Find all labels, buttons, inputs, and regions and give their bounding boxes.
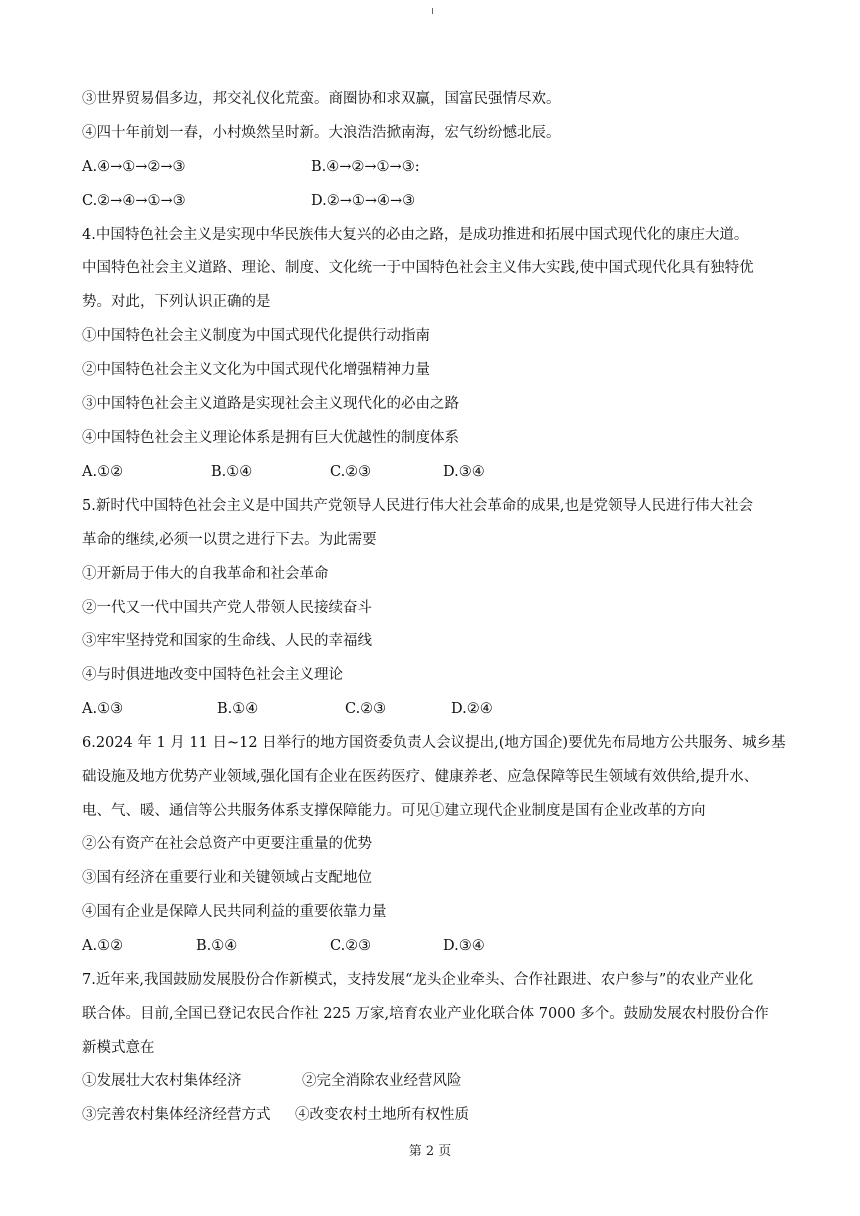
q5-item-3: ③牢牢坚持党和国家的生命线、人民的幸福线 [82,633,372,649]
q7-item-4: ④改变农村土地所有权性质 [295,1107,469,1123]
q5-option-a: A.①③ [82,701,124,717]
q7-item-2: ②完全消除农业经营风险 [302,1073,462,1089]
q5-item-2: ②一代又一代中国共产党人带领人民接续奋斗 [82,600,372,616]
q6-stem-line-2: 础设施及地方优势产业领域,强化国有企业在医药医疗、健康养老、应急保障等民生领域有效供给,提升水、 [82,769,759,785]
q7-item-3: ③完善农村集体经济经营方式 [82,1107,271,1123]
q7-item-1: ①发展壮大农村集体经济 [82,1073,242,1089]
q6-option-a: A.①② [82,938,124,954]
top-tick-mark [432,8,433,14]
q5-item-1: ①开新局于伟大的自我革命和社会革命 [82,566,329,582]
q6-option-b: B.①④ [196,938,238,954]
q7-stem-line-3: 新模式意在 [82,1040,155,1056]
q4-item-3: ③中国特色社会主义道路是实现社会主义现代化的必由之路 [82,396,459,412]
q5-option-b: B.①④ [217,701,259,717]
q6-option-c: C.②③ [330,938,372,954]
q6-stem-line-3: 电、气、暖、通信等公共服务体系支撑保障能力。可见①建立现代企业制度是国有企业改革的方向 [82,803,706,819]
q4-option-d: D.③④ [443,464,485,480]
q3-option-c: C.②→④→①→③ [82,193,186,209]
q6-option-d: D.③④ [443,938,485,954]
q3-option-b: B.④→②→①→③: [311,159,420,175]
q4-item-1: ①中国特色社会主义制度为中国式现代化提供行动指南 [82,328,430,344]
q3-option-d: D.②→①→④→③ [311,193,416,209]
q6-item-2: ②公有资产在社会总资产中更要注重量的优势 [82,836,372,852]
q4-stem-line-3: 势。对此，下列认识正确的是 [82,294,271,310]
page-number: 第 2 页 [408,1144,452,1159]
q5-stem-line-2: 革命的继续,必须一以贯之进行下去。为此需要 [82,532,377,548]
q4-item-2: ②中国特色社会主义文化为中国式现代化增强精神力量 [82,362,430,378]
q3-option-a: A.④→①→②→③ [82,159,186,175]
q4-stem-line-2: 中国特色社会主义道路、理论、制度、文化统一于中国特色社会主义伟大实践,使中国式现代化具有独特优 [82,260,754,276]
q4-stem-line-1: 4.中国特色社会主义是实现中华民族伟大复兴的必由之路，是成功推进和拓展中国式现代化的康庄大道。 [82,227,749,243]
q6-item-4: ④国有企业是保障人民共同利益的重要依靠力量 [82,904,387,920]
q4-option-b: B.①④ [211,464,253,480]
q3-item-4: ④四十年前划一春，小村焕然呈时新。大浪浩浩掀南海，宏气纷纷憾北辰。 [82,125,561,141]
q5-item-4: ④与时俱进地改变中国特色社会主义理论 [82,667,343,683]
q4-option-a: A.①② [82,464,124,480]
q7-stem-line-2: 联合体。目前,全国已登记农民合作社 225 万家,培育农业产业化联合体 7000 多个。鼓励发展农村股份合作 [82,1006,769,1022]
q3-item-3: ③世界贸易倡多边，邦交礼仪化荒蛮。商圈协和求双赢，国富民强情尽欢。 [82,91,561,107]
q5-stem-line-1: 5.新时代中国特色社会主义是中国共产党领导人民进行伟大社会革命的成果,也是党领导人民进行伟大社会 [82,498,753,514]
q6-stem-line-1: 6.2024 年 1 月 11 日~12 日举行的地方国资委负责人会议提出,(地方国企)要优先布局地方公共服务、城乡基 [82,735,786,751]
q5-option-c: C.②③ [345,701,387,717]
q4-option-c: C.②③ [330,464,372,480]
q6-item-3: ③国有经济在重要行业和关键领域占支配地位 [82,870,372,886]
q5-option-d: D.②④ [451,701,493,717]
q4-item-4: ④中国特色社会主义理论体系是拥有巨大优越性的制度体系 [82,430,459,446]
q7-stem-line-1: 7.近年来,我国鼓励发展股份合作新模式，支持发展“龙头企业牵头、合作社跟进、农户参与”的农业产业化 [82,972,754,988]
